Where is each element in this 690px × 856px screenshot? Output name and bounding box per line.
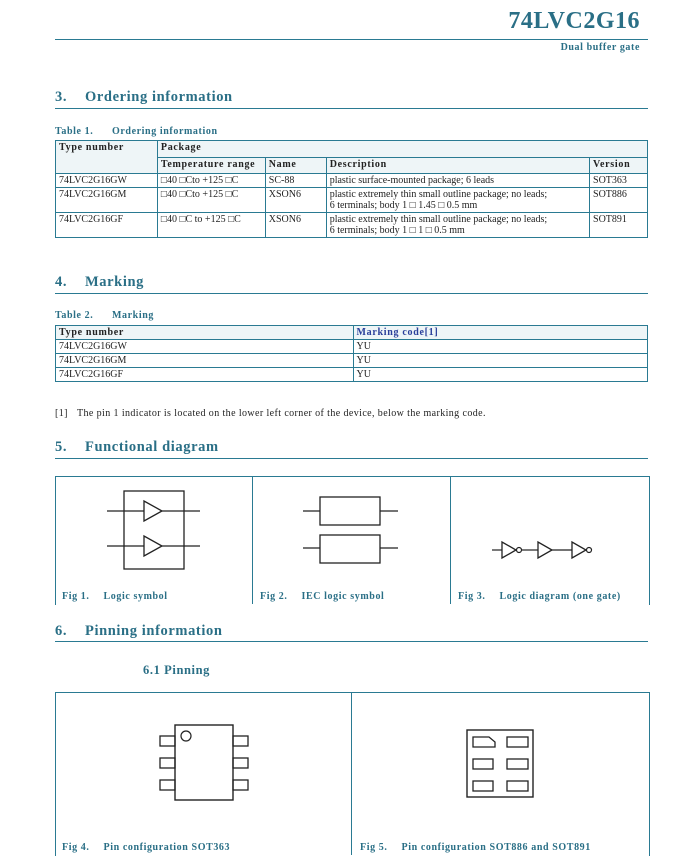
header-version: Version — [590, 157, 648, 174]
pinning-frame — [55, 692, 650, 856]
note-text: The pin 1 indicator is located on the lower left corner of the device, below the marking code. — [77, 408, 486, 419]
table-number: Table 2. — [55, 310, 94, 321]
desc-line-1: plastic extremely thin small outline package; no leads; — [329, 189, 548, 200]
section-rule — [55, 293, 648, 294]
cell-temp: □40 □C to +125 □C — [157, 213, 265, 238]
section-number: 5. — [55, 439, 68, 455]
note-number: [1] — [55, 408, 68, 419]
figure-divider — [351, 692, 352, 855]
cell-code: YU — [353, 340, 647, 354]
figure-number: Fig 2. — [260, 591, 288, 602]
figure-number: Fig 3. — [458, 591, 486, 602]
section-title: Functional diagram — [85, 439, 219, 455]
figure-5-caption — [360, 842, 591, 853]
table-note — [55, 408, 486, 419]
header-type-number: Type number — [56, 141, 158, 174]
subsection-6-1-heading: 6.1 Pinning — [143, 663, 211, 677]
table-row — [56, 368, 648, 382]
sot363-pin-diagram — [155, 718, 255, 808]
cell-description — [326, 174, 589, 188]
figure-4-caption — [62, 842, 230, 853]
section-number: 4. — [55, 274, 68, 290]
figure-number: Fig 5. — [360, 842, 388, 853]
cell-code: YU — [353, 354, 647, 368]
table-2-caption — [55, 310, 154, 321]
cell-type: 74LVC2G16GM — [56, 354, 354, 368]
document-title: 74LVC2G16 — [508, 8, 640, 34]
header-temp-range: Temperature range — [157, 157, 265, 174]
header-marking-code — [353, 326, 647, 340]
iec-logic-symbol-diagram — [300, 492, 405, 568]
figure-title: IEC logic symbol — [301, 591, 385, 602]
desc-line-1: plastic extremely thin small outline package; no leads; — [329, 214, 548, 225]
figure-number: Fig 4. — [62, 842, 90, 853]
header-type-number: Type number — [56, 326, 354, 340]
table-row — [56, 354, 648, 368]
ordering-table — [55, 140, 648, 238]
figure-divider — [252, 476, 253, 604]
section-6-heading — [55, 623, 223, 640]
figure-divider — [450, 476, 451, 604]
cell-name: SC-88 — [265, 174, 326, 188]
marking-code-label: Marking code — [356, 327, 425, 338]
logic-symbol-diagram — [100, 488, 210, 572]
cell-name: XSON6 — [265, 213, 326, 238]
cell-description — [326, 188, 589, 213]
section-title: Marking — [85, 274, 144, 290]
cell-description — [326, 213, 589, 238]
cell-type: 74LVC2G16GW — [56, 174, 158, 188]
section-title: Ordering information — [85, 89, 233, 105]
desc-line-1: plastic surface-mounted package; 6 leads — [329, 175, 495, 186]
figure-title: Pin configuration SOT886 and SOT891 — [401, 842, 591, 853]
table-number: Table 1. — [55, 126, 94, 137]
table-row — [56, 188, 648, 213]
cell-type: 74LVC2G16GW — [56, 340, 354, 354]
cell-temp: □40 □Cto +125 □C — [157, 174, 265, 188]
section-rule — [55, 641, 648, 642]
table-row — [56, 174, 648, 188]
section-rule — [55, 108, 648, 109]
figure-2-caption — [260, 591, 384, 602]
section-4-heading — [55, 274, 144, 291]
header-package: Package — [157, 141, 647, 158]
table-row — [56, 340, 648, 354]
cell-version: SOT891 — [590, 213, 648, 238]
header-rule — [55, 39, 648, 40]
section-rule — [55, 458, 648, 459]
section-number: 6. — [55, 623, 68, 639]
document-subtitle: Dual buffer gate — [560, 42, 640, 53]
figure-title: Logic diagram (one gate) — [499, 591, 621, 602]
section-3-heading — [55, 89, 233, 106]
desc-line-2: 6 terminals; body 1 □ 1.45 □ 0.5 mm — [329, 200, 478, 211]
figure-title: Pin configuration SOT363 — [103, 842, 231, 853]
cell-type: 74LVC2G16GM — [56, 188, 158, 213]
figure-title: Logic symbol — [103, 591, 168, 602]
header-description: Description — [326, 157, 589, 174]
cell-type: 74LVC2G16GF — [56, 213, 158, 238]
cell-name: XSON6 — [265, 188, 326, 213]
cell-type: 74LVC2G16GF — [56, 368, 354, 382]
marking-table — [55, 325, 648, 382]
footnote-link[interactable]: [1] — [424, 327, 439, 338]
section-5-heading — [55, 439, 219, 456]
table-caption: Marking — [112, 310, 154, 321]
figure-3-caption — [458, 591, 621, 602]
figure-1-caption — [62, 591, 168, 602]
desc-line-2: 6 terminals; body 1 □ 1 □ 0.5 mm — [329, 225, 465, 236]
sot886-sot891-pin-diagram — [462, 726, 538, 802]
header-name: Name — [265, 157, 326, 174]
table-row — [56, 213, 648, 238]
logic-diagram-one-gate — [488, 536, 608, 564]
cell-version: SOT886 — [590, 188, 648, 213]
figure-number: Fig 1. — [62, 591, 90, 602]
section-title: Pinning information — [85, 623, 223, 639]
cell-temp: □40 □Cto +125 □C — [157, 188, 265, 213]
table-caption: Ordering information — [112, 126, 218, 137]
table-1-caption — [55, 126, 218, 137]
cell-version: SOT363 — [590, 174, 648, 188]
section-number: 3. — [55, 89, 68, 105]
cell-code: YU — [353, 368, 647, 382]
